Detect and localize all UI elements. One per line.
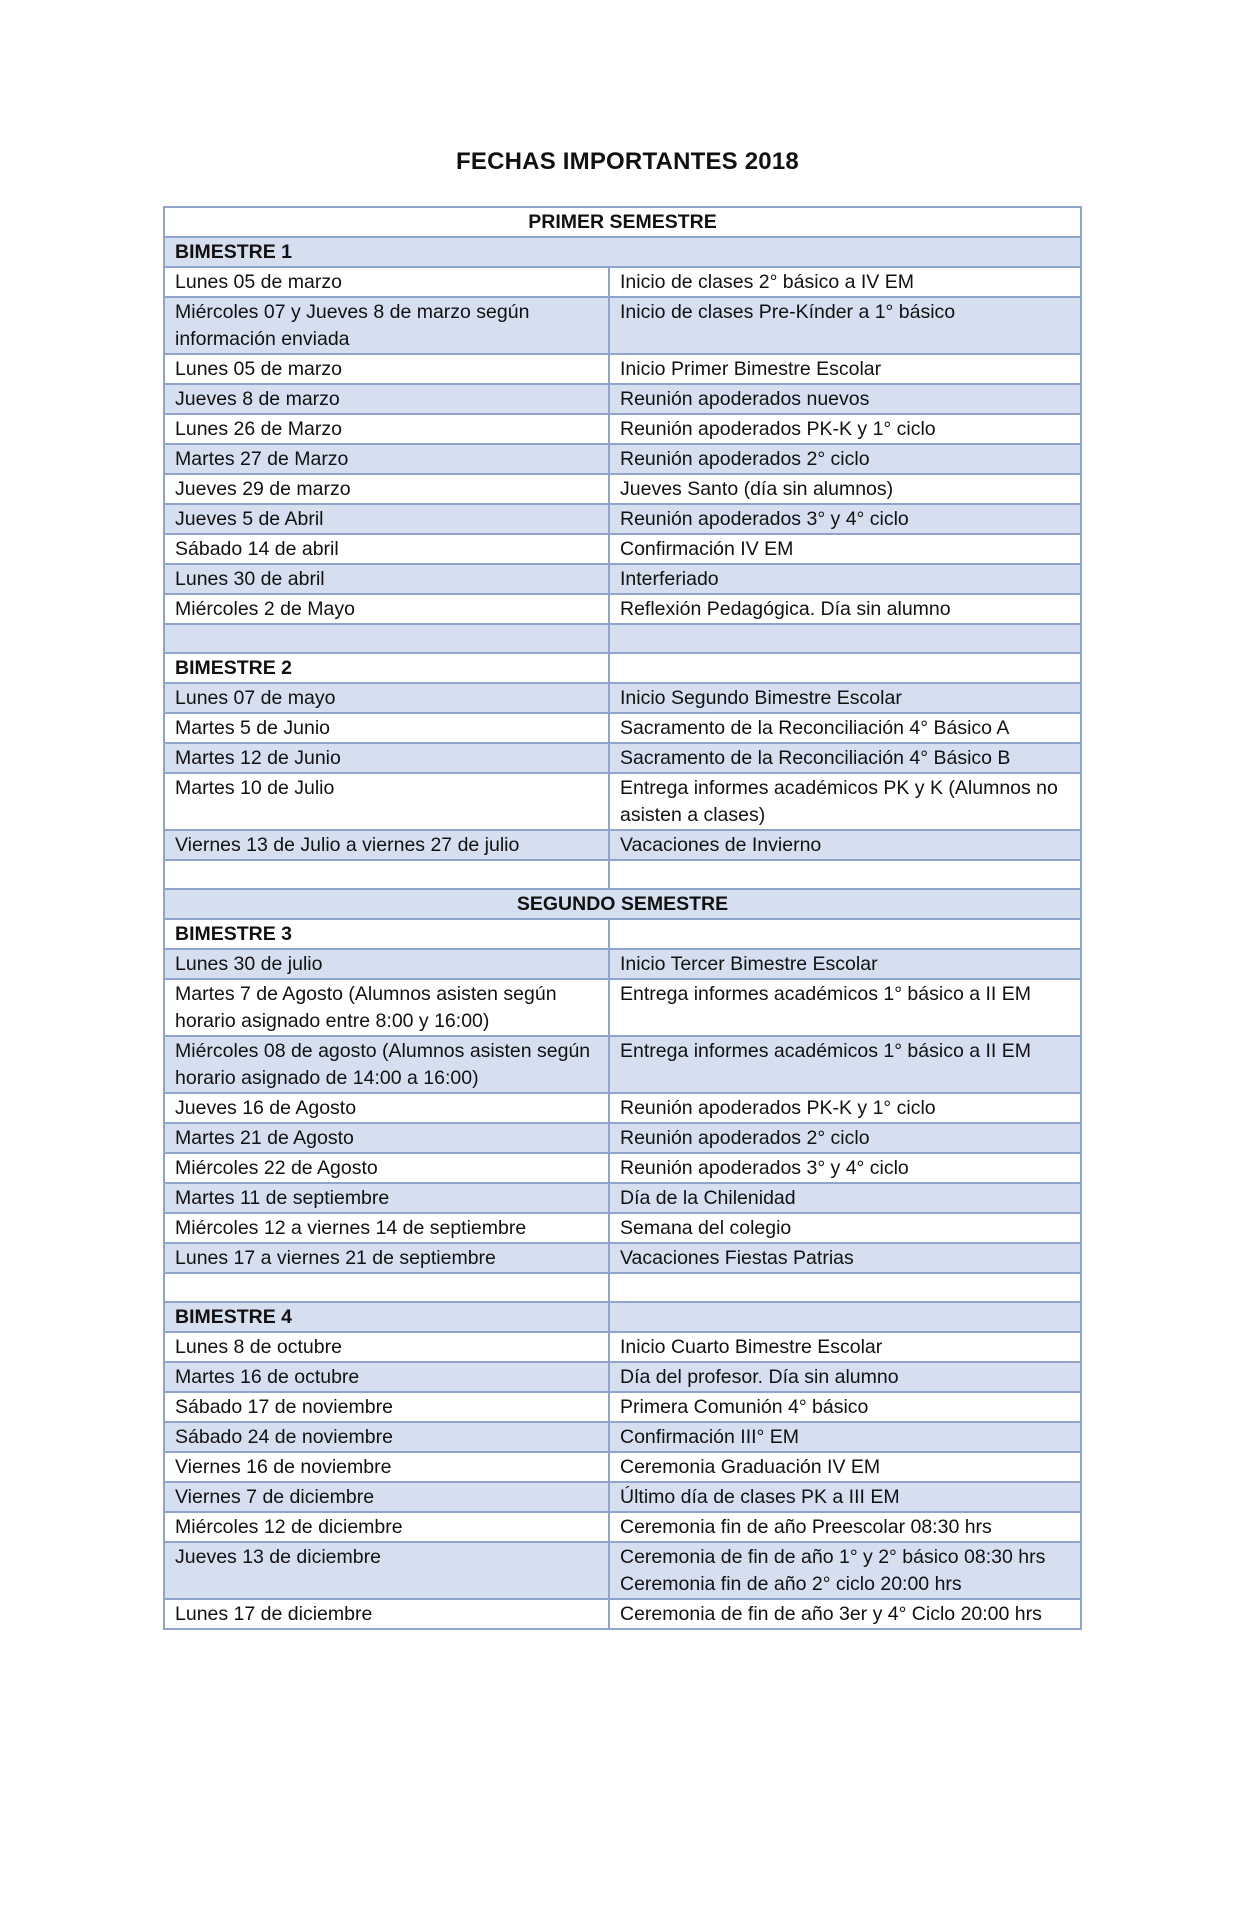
- semester-header-row: [164, 207, 1081, 237]
- event-cell: Inicio Segundo Bimestre Escolar: [609, 683, 1081, 713]
- table-row: [164, 534, 1081, 564]
- date-cell: Jueves 13 de diciembre: [164, 1542, 609, 1599]
- date-cell: Jueves 29 de marzo: [164, 474, 609, 504]
- empty-cell: [164, 1273, 609, 1302]
- table-row: [164, 1599, 1081, 1629]
- date-cell: Martes 5 de Junio: [164, 713, 609, 743]
- spacer-row: [164, 1273, 1081, 1302]
- event-cell: Primera Comunión 4° básico: [609, 1392, 1081, 1422]
- date-cell: Viernes 16 de noviembre: [164, 1452, 609, 1482]
- empty-cell: [609, 1273, 1081, 1302]
- date-cell: Jueves 8 de marzo: [164, 384, 609, 414]
- date-cell: Sábado 14 de abril: [164, 534, 609, 564]
- event-cell: Ceremonia de fin de año 3er y 4° Ciclo 20:00 hrs: [609, 1599, 1081, 1629]
- table-row: [164, 1362, 1081, 1392]
- date-cell: Viernes 7 de diciembre: [164, 1482, 609, 1512]
- date-cell: Martes 27 de Marzo: [164, 444, 609, 474]
- date-cell: Lunes 07 de mayo: [164, 683, 609, 713]
- date-cell: Miércoles 22 de Agosto: [164, 1153, 609, 1183]
- empty-cell: [609, 860, 1081, 889]
- semester-title: PRIMER SEMESTRE: [164, 207, 1081, 237]
- bimestre-title: BIMESTRE 1: [164, 237, 1081, 267]
- event-cell: Día de la Chilenidad: [609, 1183, 1081, 1213]
- event-cell: Sacramento de la Reconciliación 4° Básico A: [609, 713, 1081, 743]
- event-cell: Ceremonia fin de año Preescolar 08:30 hrs: [609, 1512, 1081, 1542]
- date-cell: Sábado 24 de noviembre: [164, 1422, 609, 1452]
- table-row: [164, 1036, 1081, 1093]
- table-row: [164, 830, 1081, 860]
- empty-cell: [609, 624, 1081, 653]
- event-cell: Interferiado: [609, 564, 1081, 594]
- table-row: [164, 1452, 1081, 1482]
- bimestre-header-row: [164, 919, 1081, 949]
- table-row: [164, 1392, 1081, 1422]
- event-cell: Entrega informes académicos 1° básico a II EM: [609, 979, 1081, 1036]
- spacer-row: [164, 860, 1081, 889]
- table-row: [164, 1422, 1081, 1452]
- date-cell: Miércoles 12 de diciembre: [164, 1512, 609, 1542]
- date-cell: Martes 12 de Junio: [164, 743, 609, 773]
- event-cell: Ceremonia de fin de año 1° y 2° básico 08:30 hrs Ceremonia fin de año 2° ciclo 20:00 hrs: [609, 1542, 1081, 1599]
- event-cell: Reunión apoderados 3° y 4° ciclo: [609, 504, 1081, 534]
- table-row: [164, 1213, 1081, 1243]
- table-row: [164, 1153, 1081, 1183]
- bimestre-header-row: [164, 653, 1081, 683]
- semester-header-row: [164, 889, 1081, 919]
- table-row: [164, 444, 1081, 474]
- date-cell: Miércoles 07 y Jueves 8 de marzo según información enviada: [164, 297, 609, 354]
- table-row: [164, 1542, 1081, 1599]
- table-row: [164, 564, 1081, 594]
- event-cell: Día del profesor. Día sin alumno: [609, 1362, 1081, 1392]
- event-cell: Entrega informes académicos PK y K (Alumnos no asisten a clases): [609, 773, 1081, 830]
- bimestre-title: BIMESTRE 4: [164, 1302, 609, 1332]
- table-row: [164, 384, 1081, 414]
- event-cell: Semana del colegio: [609, 1213, 1081, 1243]
- event-cell: Reunión apoderados PK-K y 1° ciclo: [609, 414, 1081, 444]
- date-cell: Miércoles 2 de Mayo: [164, 594, 609, 624]
- table-row: [164, 1332, 1081, 1362]
- event-cell: Reunión apoderados 3° y 4° ciclo: [609, 1153, 1081, 1183]
- event-cell: Reunión apoderados 2° ciclo: [609, 444, 1081, 474]
- event-cell: Confirmación III° EM: [609, 1422, 1081, 1452]
- bimestre-title: BIMESTRE 2: [164, 653, 609, 683]
- table-row: [164, 354, 1081, 384]
- event-cell: Ceremonia Graduación IV EM: [609, 1452, 1081, 1482]
- document-title: FECHAS IMPORTANTES 2018: [456, 148, 799, 175]
- event-cell: Entrega informes académicos 1° básico a II EM: [609, 1036, 1081, 1093]
- date-cell: Lunes 26 de Marzo: [164, 414, 609, 444]
- table-row: [164, 474, 1081, 504]
- event-cell: Jueves Santo (día sin alumnos): [609, 474, 1081, 504]
- empty-cell: [164, 624, 609, 653]
- event-cell: Reunión apoderados nuevos: [609, 384, 1081, 414]
- date-cell: Jueves 5 de Abril: [164, 504, 609, 534]
- semester-title: SEGUNDO SEMESTRE: [164, 889, 1081, 919]
- event-cell: Reflexión Pedagógica. Día sin alumno: [609, 594, 1081, 624]
- bimestre-header-row: [164, 1302, 1081, 1332]
- date-cell: Lunes 17 a viernes 21 de septiembre: [164, 1243, 609, 1273]
- date-cell: Martes 16 de octubre: [164, 1362, 609, 1392]
- table-row: [164, 683, 1081, 713]
- date-cell: Lunes 05 de marzo: [164, 354, 609, 384]
- table-row: [164, 743, 1081, 773]
- table-row: [164, 267, 1081, 297]
- date-cell: Martes 11 de septiembre: [164, 1183, 609, 1213]
- table-row: [164, 1482, 1081, 1512]
- table-row: [164, 773, 1081, 830]
- spacer-row: [164, 624, 1081, 653]
- event-cell: Inicio Cuarto Bimestre Escolar: [609, 1332, 1081, 1362]
- event-cell: Reunión apoderados PK-K y 1° ciclo: [609, 1093, 1081, 1123]
- event-cell: Inicio Tercer Bimestre Escolar: [609, 949, 1081, 979]
- date-cell: Jueves 16 de Agosto: [164, 1093, 609, 1123]
- important-dates-table: [163, 206, 1082, 1630]
- date-cell: Lunes 30 de julio: [164, 949, 609, 979]
- date-cell: Miércoles 12 a viernes 14 de septiembre: [164, 1213, 609, 1243]
- event-cell: Reunión apoderados 2° ciclo: [609, 1123, 1081, 1153]
- empty-cell: [609, 919, 1081, 949]
- date-cell: Lunes 8 de octubre: [164, 1332, 609, 1362]
- table-row: [164, 297, 1081, 354]
- table-row: [164, 1512, 1081, 1542]
- event-cell: Inicio de clases 2° básico a IV EM: [609, 267, 1081, 297]
- date-cell: Viernes 13 de Julio a viernes 27 de julio: [164, 830, 609, 860]
- table-row: [164, 414, 1081, 444]
- date-cell: Martes 10 de Julio: [164, 773, 609, 830]
- bimestre-title: BIMESTRE 3: [164, 919, 609, 949]
- bimestre-header-row: [164, 237, 1081, 267]
- table-row: [164, 1243, 1081, 1273]
- table-row: [164, 979, 1081, 1036]
- table-row: [164, 1123, 1081, 1153]
- date-cell: Miércoles 08 de agosto (Alumnos asisten según horario asignado de 14:00 a 16:00): [164, 1036, 609, 1093]
- event-cell: Vacaciones Fiestas Patrias: [609, 1243, 1081, 1273]
- event-cell: Sacramento de la Reconciliación 4° Básico B: [609, 743, 1081, 773]
- empty-cell: [609, 653, 1081, 683]
- event-cell: Inicio de clases Pre-Kínder a 1° básico: [609, 297, 1081, 354]
- date-cell: Sábado 17 de noviembre: [164, 1392, 609, 1422]
- event-cell: Vacaciones de Invierno: [609, 830, 1081, 860]
- date-cell: Lunes 30 de abril: [164, 564, 609, 594]
- table-row: [164, 949, 1081, 979]
- table-row: [164, 713, 1081, 743]
- empty-cell: [164, 860, 609, 889]
- empty-cell: [609, 1302, 1081, 1332]
- table-row: [164, 504, 1081, 534]
- table-row: [164, 1093, 1081, 1123]
- date-cell: Lunes 17 de diciembre: [164, 1599, 609, 1629]
- table-row: [164, 1183, 1081, 1213]
- table-row: [164, 594, 1081, 624]
- event-cell: Inicio Primer Bimestre Escolar: [609, 354, 1081, 384]
- event-cell: Último día de clases PK a III EM: [609, 1482, 1081, 1512]
- event-cell: Confirmación IV EM: [609, 534, 1081, 564]
- date-cell: Martes 21 de Agosto: [164, 1123, 609, 1153]
- date-cell: Lunes 05 de marzo: [164, 267, 609, 297]
- date-cell: Martes 7 de Agosto (Alumnos asisten según horario asignado entre 8:00 y 16:00): [164, 979, 609, 1036]
